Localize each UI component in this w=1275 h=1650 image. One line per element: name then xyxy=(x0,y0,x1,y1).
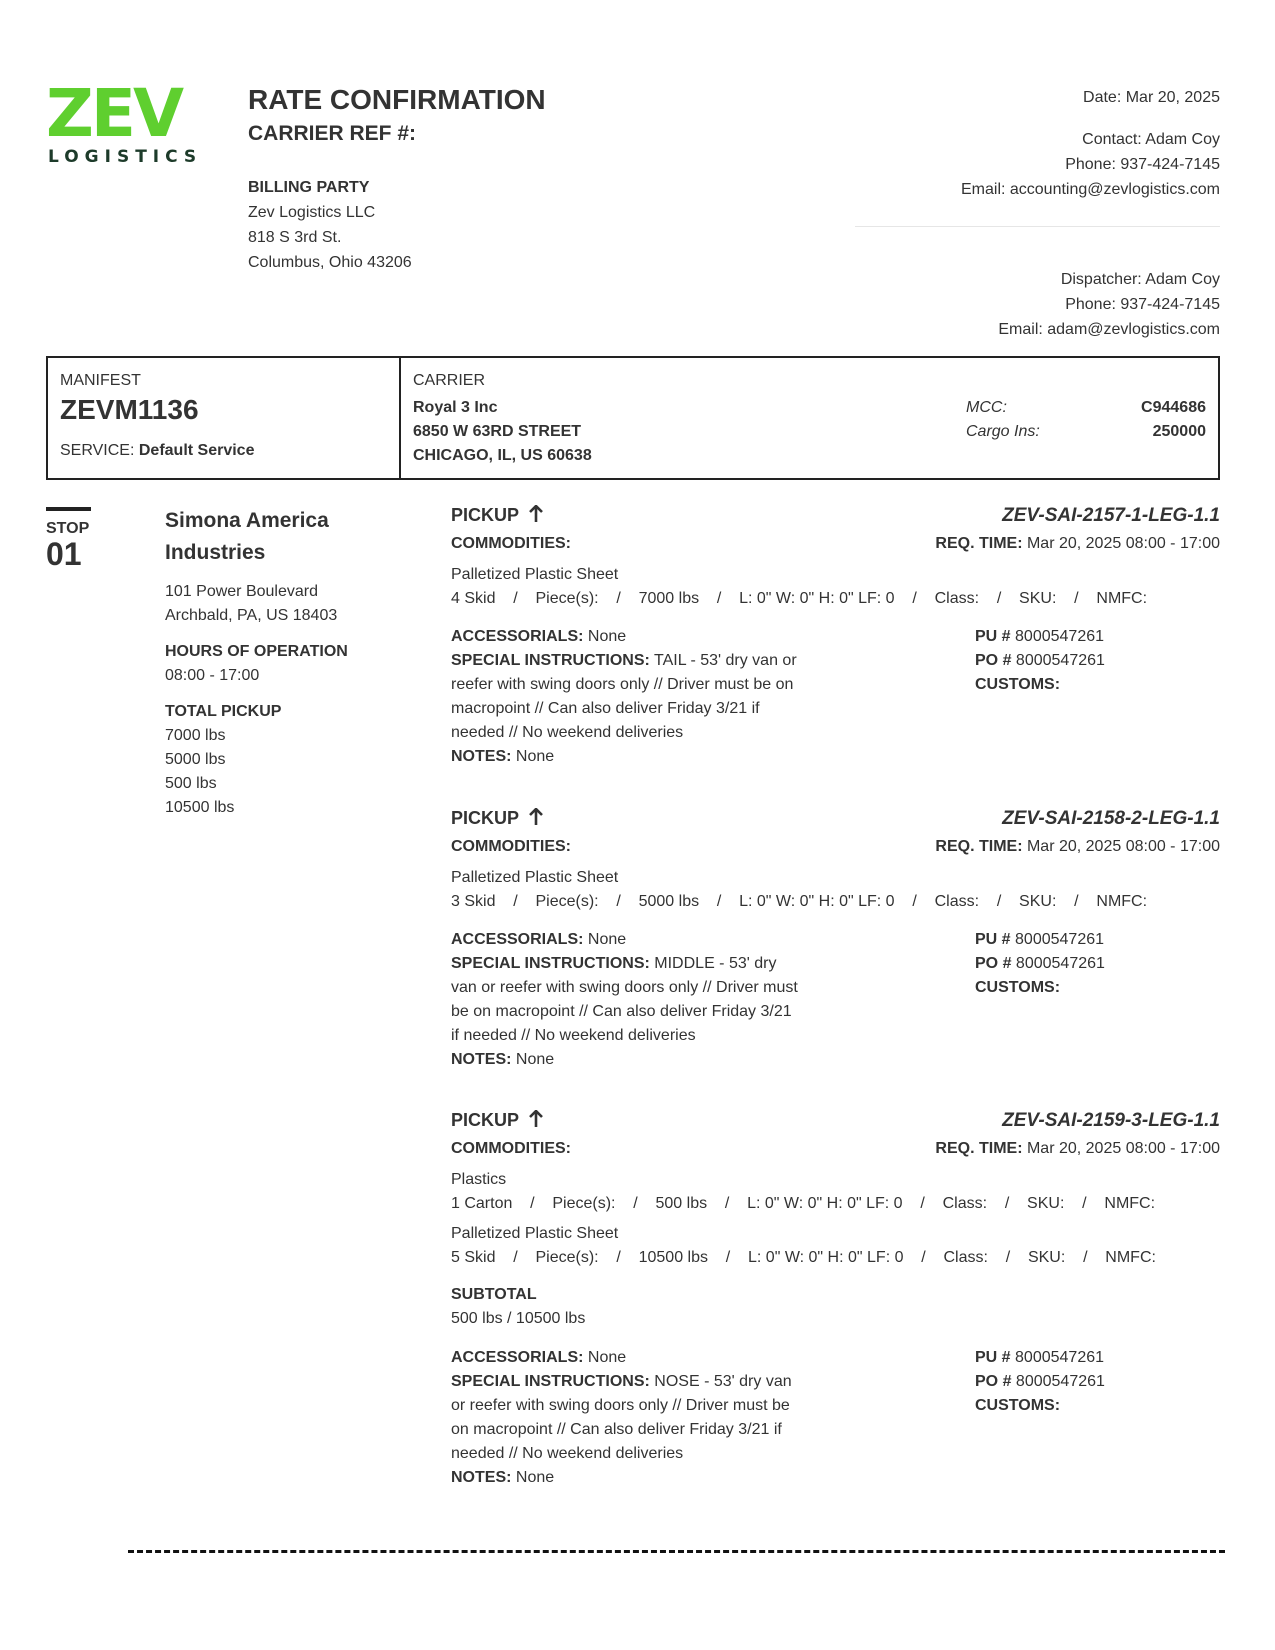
manifest-id: ZEVM1136 xyxy=(60,394,199,425)
accessorials-value: None xyxy=(587,628,627,645)
stop-number: 01 xyxy=(46,536,82,572)
dispatcher-name: Dispatcher: Adam Coy xyxy=(1060,271,1220,288)
commodity-detail: 5 Skid / Piece(s): / 10500 lbs / L: 0" W: 0" H: 0" LF: 0 / Class: / SKU: / NMFC: xyxy=(451,1249,1156,1266)
doc-date: Date: Mar 20, 2025 xyxy=(1083,89,1220,106)
pickup-numbers xyxy=(975,928,1105,1000)
special-line: NOSE - 53' dry van xyxy=(654,1373,792,1390)
pickup-heading xyxy=(451,1110,544,1131)
pu-value: 8000547261 xyxy=(1015,1349,1105,1366)
po-value: 8000547261 xyxy=(1015,955,1105,972)
accessorials xyxy=(451,928,831,952)
notes xyxy=(451,745,831,769)
facility-address xyxy=(165,580,337,628)
carrier-info xyxy=(413,396,592,468)
pu-number xyxy=(975,1346,1105,1370)
contact-block xyxy=(961,127,1220,202)
po-label: PO # xyxy=(975,1373,1012,1390)
contact-name: Contact: Adam Coy xyxy=(1082,131,1220,148)
document-title: RATE CONFIRMATION xyxy=(248,84,546,115)
carrier-meta-labels xyxy=(966,396,1040,444)
req-time-label: REQ. TIME: xyxy=(935,838,1023,855)
notes xyxy=(451,1466,831,1490)
service-value: Default Service xyxy=(138,442,255,459)
accessorials-label: ACCESSORIALS: xyxy=(451,931,584,948)
logo-word: ZEV xyxy=(46,80,182,152)
manifest-label: MANIFEST xyxy=(60,372,141,389)
special-label: SPECIAL INSTRUCTIONS: xyxy=(451,1373,650,1390)
special-label: SPECIAL INSTRUCTIONS: xyxy=(451,652,650,669)
pu-label: PU # xyxy=(975,628,1011,645)
total-pickup-label: TOTAL PICKUP xyxy=(165,703,282,720)
special-line: be on macropoint // Can also deliver Friday 3/21 xyxy=(451,1003,792,1020)
pu-value: 8000547261 xyxy=(1015,628,1105,645)
commodity-name: Palletized Plastic Sheet xyxy=(451,1225,619,1242)
total-pickup-2: 5000 lbs xyxy=(165,751,226,768)
req-time-value: Mar 20, 2025 08:00 - 17:00 xyxy=(1026,535,1220,552)
po-label: PO # xyxy=(975,955,1012,972)
pickup-label: PICKUP xyxy=(451,808,519,828)
arrow-up-icon xyxy=(528,808,544,826)
commodities-label: COMMODITIES: xyxy=(451,1140,571,1157)
dispatcher-phone: Phone: 937-424-7145 xyxy=(1065,296,1220,313)
box-divider xyxy=(399,358,401,478)
commodity-detail: 1 Carton / Piece(s): / 500 lbs / L: 0" W: 0" H: 0" LF: 0 / Class: / SKU: / NMFC: xyxy=(451,1195,1156,1212)
carrier-ref: CARRIER REF #: xyxy=(248,122,417,145)
accessorials-value: None xyxy=(587,1349,627,1366)
pickup-numbers xyxy=(975,1346,1105,1418)
header-divider xyxy=(855,226,1220,227)
customs-label: CUSTOMS: xyxy=(975,979,1061,996)
facility-addr2: Archbald, PA, US 18403 xyxy=(165,607,338,624)
pickup-heading xyxy=(451,505,544,526)
commodities-label: COMMODITIES: xyxy=(451,838,571,855)
notes-value: None xyxy=(515,1469,555,1486)
special-line: MIDDLE - 53' dry xyxy=(654,955,777,972)
pu-number xyxy=(975,928,1105,952)
pickup-details xyxy=(451,1346,831,1490)
mcc-label: MCC: xyxy=(966,399,1007,416)
accessorials-label: ACCESSORIALS: xyxy=(451,1349,584,1366)
special-line: reefer with swing doors only // Driver must be on xyxy=(451,676,794,693)
customs-label: CUSTOMS: xyxy=(975,676,1061,693)
special-instructions xyxy=(451,1370,831,1394)
pickup-details xyxy=(451,625,831,769)
accessorials-label: ACCESSORIALS: xyxy=(451,628,584,645)
notes xyxy=(451,1048,831,1072)
notes-label: NOTES: xyxy=(451,748,512,765)
facility-addr1: 101 Power Boulevard xyxy=(165,583,318,600)
billing-name: Zev Logistics LLC xyxy=(248,204,376,221)
dispatcher-email: Email: adam@zevlogistics.com xyxy=(998,321,1220,338)
special-line: needed // No weekend deliveries xyxy=(451,724,684,741)
pu-label: PU # xyxy=(975,1349,1011,1366)
pu-label: PU # xyxy=(975,931,1011,948)
carrier-meta-values xyxy=(1141,396,1206,444)
billing-label: BILLING PARTY xyxy=(248,179,370,196)
req-time xyxy=(935,838,1220,856)
accessorials xyxy=(451,625,831,649)
total-pickup-4: 10500 lbs xyxy=(165,799,235,816)
req-time-label: REQ. TIME: xyxy=(935,1140,1023,1157)
carrier-label: CARRIER xyxy=(413,372,486,389)
total-pickup xyxy=(165,700,281,820)
hours-label: HOURS OF OPERATION xyxy=(165,643,348,660)
notes-label: NOTES: xyxy=(451,1469,512,1486)
cut-line-divider xyxy=(128,1550,1225,1553)
contact-email: Email: accounting@zevlogistics.com xyxy=(960,181,1220,198)
commodity-name: Plastics xyxy=(451,1171,507,1188)
pickup-ref: ZEV-SAI-2158-2-LEG-1.1 xyxy=(1002,808,1220,829)
special-line: or reefer with swing doors only // Driver must be xyxy=(451,1397,790,1414)
special-label: SPECIAL INSTRUCTIONS: xyxy=(451,955,650,972)
contact-phone: Phone: 937-424-7145 xyxy=(1065,156,1220,173)
mcc-value: C944686 xyxy=(1141,399,1206,416)
special-line: TAIL - 53' dry van or xyxy=(653,652,797,669)
notes-label: NOTES: xyxy=(451,1051,512,1068)
billing-addr1: 818 S 3rd St. xyxy=(248,229,342,246)
special-line: macropoint // Can also deliver Friday 3/21 if xyxy=(451,700,760,717)
special-line: on macropoint // Can also deliver Friday 3/21 if xyxy=(451,1421,782,1438)
req-time-value: Mar 20, 2025 08:00 - 17:00 xyxy=(1026,1140,1220,1157)
po-value: 8000547261 xyxy=(1015,652,1105,669)
commodity-name: Palletized Plastic Sheet xyxy=(451,566,619,583)
total-pickup-1: 7000 lbs xyxy=(165,727,226,744)
pickup-numbers xyxy=(975,625,1105,697)
pickup-label: PICKUP xyxy=(451,1110,519,1130)
stop-bar xyxy=(46,507,91,511)
pu-number xyxy=(975,625,1105,649)
special-instructions xyxy=(451,952,831,976)
facility-line2: Industries xyxy=(165,541,266,564)
cargo-label: Cargo Ins: xyxy=(966,423,1040,440)
po-number xyxy=(975,952,1105,976)
manifest-carrier-box xyxy=(46,356,1220,480)
dispatcher-block xyxy=(998,267,1220,342)
company-logo xyxy=(46,80,206,170)
hours-value: 08:00 - 17:00 xyxy=(165,667,260,684)
req-time-label: REQ. TIME: xyxy=(935,535,1023,552)
facility-line1: Simona America xyxy=(165,509,329,532)
commodity-name: Palletized Plastic Sheet xyxy=(451,869,619,886)
pickup-ref: ZEV-SAI-2159-3-LEG-1.1 xyxy=(1002,1110,1220,1131)
notes-value: None xyxy=(515,1051,555,1068)
special-instructions xyxy=(451,649,831,673)
commodity-detail: 3 Skid / Piece(s): / 5000 lbs / L: 0" W: 0" H: 0" LF: 0 / Class: / SKU: / NMFC: xyxy=(451,893,1148,910)
pickup-label: PICKUP xyxy=(451,505,519,525)
pickup-details xyxy=(451,928,831,1072)
logo-sub: LOGISTICS xyxy=(48,147,203,167)
facility-name xyxy=(165,505,395,569)
service-label: SERVICE: xyxy=(60,442,135,459)
total-pickup-3: 500 lbs xyxy=(165,775,217,792)
arrow-up-icon xyxy=(528,505,544,523)
accessorials xyxy=(451,1346,831,1370)
po-number xyxy=(975,1370,1105,1394)
billing-party xyxy=(248,175,412,275)
po-label: PO # xyxy=(975,652,1012,669)
subtotal-label: SUBTOTAL xyxy=(451,1286,537,1303)
req-time-value: Mar 20, 2025 08:00 - 17:00 xyxy=(1026,838,1220,855)
subtotal-value: 500 lbs / 10500 lbs xyxy=(451,1310,586,1327)
carrier-city: CHICAGO, IL, US 60638 xyxy=(413,447,592,464)
commodity-detail: 4 Skid / Piece(s): / 7000 lbs / L: 0" W: 0" H: 0" LF: 0 / Class: / SKU: / NMFC: xyxy=(451,590,1148,607)
special-line: van or reefer with swing doors only // Driver must xyxy=(451,979,798,996)
stop-label: STOP xyxy=(46,520,90,537)
special-line: if needed // No weekend deliveries xyxy=(451,1027,696,1044)
cargo-value: 250000 xyxy=(1152,423,1206,440)
notes-value: None xyxy=(515,748,555,765)
service xyxy=(60,442,254,460)
carrier-street: 6850 W 63RD STREET xyxy=(413,423,582,440)
pickup-ref: ZEV-SAI-2157-1-LEG-1.1 xyxy=(1002,505,1220,526)
po-value: 8000547261 xyxy=(1015,1373,1105,1390)
pu-value: 8000547261 xyxy=(1015,931,1105,948)
arrow-up-icon xyxy=(528,1110,544,1128)
special-line: needed // No weekend deliveries xyxy=(451,1445,684,1462)
req-time xyxy=(935,1140,1220,1158)
accessorials-value: None xyxy=(587,931,627,948)
req-time xyxy=(935,535,1220,553)
po-number xyxy=(975,649,1105,673)
carrier-name: Royal 3 Inc xyxy=(413,399,498,416)
customs-label: CUSTOMS: xyxy=(975,1397,1061,1414)
billing-addr2: Columbus, Ohio 43206 xyxy=(248,254,412,271)
pickup-heading xyxy=(451,808,544,829)
commodities-label: COMMODITIES: xyxy=(451,535,571,552)
hours-of-operation xyxy=(165,640,348,688)
